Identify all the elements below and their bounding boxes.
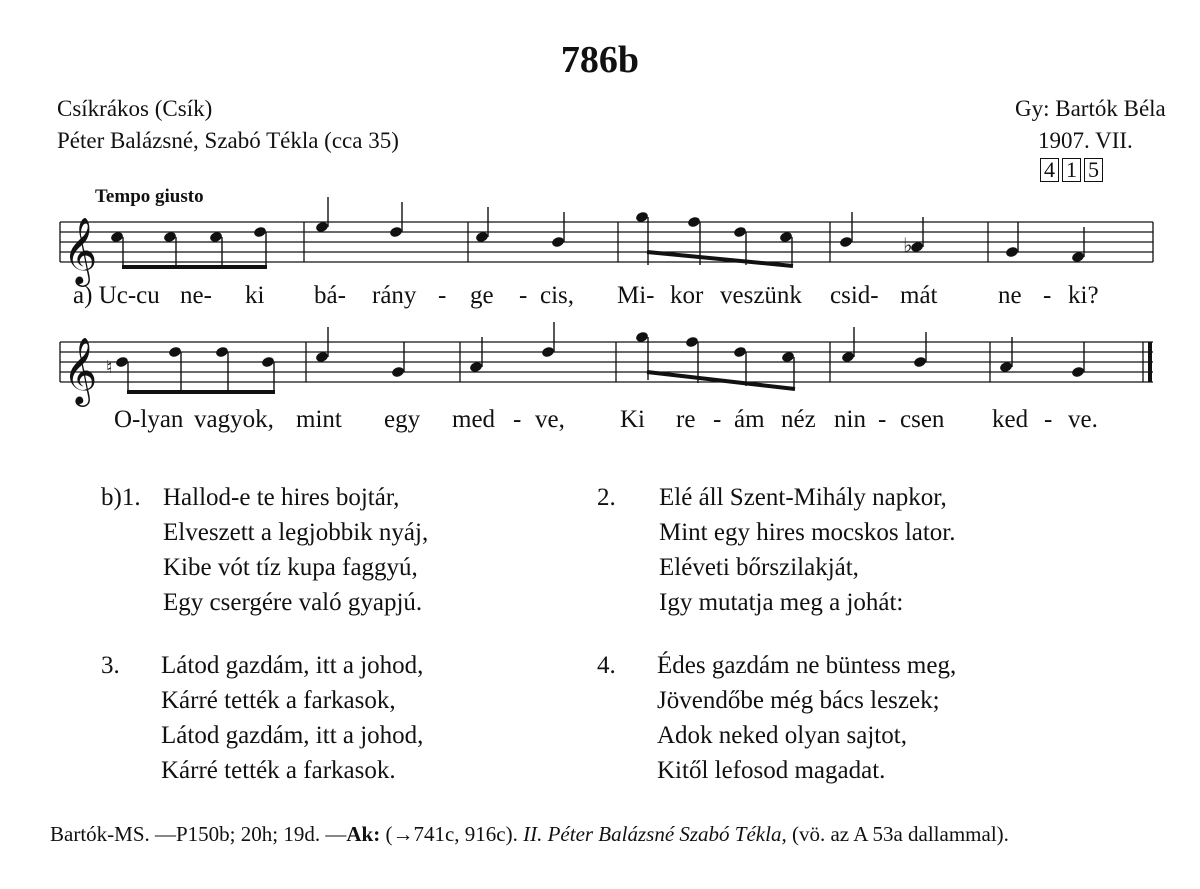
class-box-2: 1 — [1062, 158, 1081, 182]
singer-text: Péter Balázsné, Szabó Tékla (cca 35) — [57, 128, 399, 153]
lyric-syllable: - — [438, 282, 447, 309]
lyric-syllable: - — [513, 406, 522, 433]
footer-reference — [50, 822, 1009, 847]
lyric-syllable: re — [676, 406, 696, 433]
verse-line: Kárré tették a farkasok, — [161, 687, 396, 714]
verse-number: 3. — [101, 652, 120, 679]
verse-line: Hallod-e te hires bojtár, — [163, 484, 400, 511]
lyric-syllable: - — [1044, 406, 1053, 433]
tempo-marking: Tempo giusto — [95, 186, 204, 207]
lyric-syllable: O-lyan — [114, 406, 184, 433]
lyric-syllable: rány — [372, 282, 417, 309]
lyric-syllable: mát — [900, 282, 938, 309]
treble-clef-icon: 𝄞 — [63, 216, 98, 284]
lyric-syllable: nin — [834, 406, 866, 433]
verse-number: b)1. — [101, 484, 141, 511]
lyric-syllable: veszünk — [720, 282, 802, 309]
lyric-syllable: ki? — [1068, 282, 1099, 309]
verse-line: Látod gazdám, itt a johod, — [161, 652, 424, 679]
verse-3 — [161, 648, 423, 788]
flat-sign-icon: ♭ — [903, 233, 913, 257]
footer-ak-label: Ak: — [346, 822, 381, 846]
footer-source: Bartók-MS. —P150b; 20h; 19d. — — [50, 822, 347, 846]
verse-number: 4. — [597, 652, 616, 679]
lyric-syllable: a) Uc-cu — [73, 282, 160, 309]
lyric-syllable: - — [1043, 282, 1052, 309]
lyric-syllable: egy — [384, 406, 421, 433]
collector-text: Gy: Bartók Béla — [1015, 96, 1166, 121]
lyric-syllable: - — [878, 406, 887, 433]
class-box-1: 4 — [1040, 158, 1059, 182]
lyric-syllable: ne- — [180, 282, 212, 309]
class-box-3: 5 — [1084, 158, 1103, 182]
lyric-syllable: néz — [781, 406, 816, 433]
verse-line: Jövendőbe még bács leszek; — [657, 687, 940, 714]
treble-clef-icon: 𝄞 — [63, 336, 98, 404]
verse-line: Igy mutatja meg a johát: — [659, 589, 904, 616]
lyric-syllable: vagyok, — [194, 406, 274, 433]
verse-4 — [657, 648, 956, 788]
verse-line: Elé áll Szent-Mihály napkor, — [659, 484, 947, 511]
lyric-syllable: ne — [998, 282, 1022, 309]
verse-number: 2. — [597, 484, 616, 511]
footer-crossref: (→741c, 916c). — [380, 822, 524, 846]
verse-line: Mint egy hires mocskos lator. — [659, 519, 956, 546]
verse-2 — [659, 480, 956, 620]
lyric-syllable: ki — [245, 282, 265, 309]
lyric-syllable: - — [519, 282, 528, 309]
lyric-syllable: cis, — [540, 282, 575, 309]
lyric-syllable: ám — [734, 406, 765, 433]
location-text: Csíkrákos (Csík) — [57, 96, 213, 121]
date-text: 1907. VII. — [1038, 128, 1133, 153]
lyric-syllable: ked — [992, 406, 1029, 433]
verse-line: Eléveti bőrszilakját, — [659, 554, 859, 581]
verse-line: Kitől lefosod magadat. — [657, 757, 886, 784]
verse-line: Kárré tették a farkasok. — [161, 757, 396, 784]
verse-line: Adok neked olyan sajtot, — [657, 722, 907, 749]
lyric-syllable: mint — [296, 406, 342, 433]
page-title: 786b — [560, 39, 640, 81]
verse-line: Egy csergére való gyapjú. — [163, 589, 423, 616]
lyric-syllable: ve. — [1068, 406, 1098, 433]
lyric-syllable: bá- — [314, 282, 346, 309]
verse-line: Édes gazdám ne büntess meg, — [657, 652, 957, 679]
natural-sign-icon: ♮ — [106, 357, 113, 378]
lyric-syllable: csid- — [830, 282, 879, 309]
verse-line: Látod gazdám, itt a johod, — [161, 722, 424, 749]
lyric-syllable: med — [452, 406, 496, 433]
lyric-syllable: csen — [900, 406, 945, 433]
verse-line: Kibe vót tíz kupa faggyú, — [163, 554, 418, 581]
footer-performer: II. Péter Balázsné Szabó Tékla, — [523, 822, 787, 846]
footer-compare: (vö. az A 53a dallammal). — [786, 822, 1009, 846]
lyric-syllable: Ki — [620, 406, 645, 433]
verse-line: Elveszett a legjobbik nyáj, — [163, 519, 429, 546]
lyric-syllable: ve, — [535, 406, 565, 433]
lyric-syllable: Mi- — [617, 282, 655, 309]
verse-1 — [163, 480, 428, 620]
lyric-syllable: - — [713, 406, 722, 433]
lyric-syllable: kor — [670, 282, 704, 309]
lyric-syllable: ge — [470, 282, 494, 309]
